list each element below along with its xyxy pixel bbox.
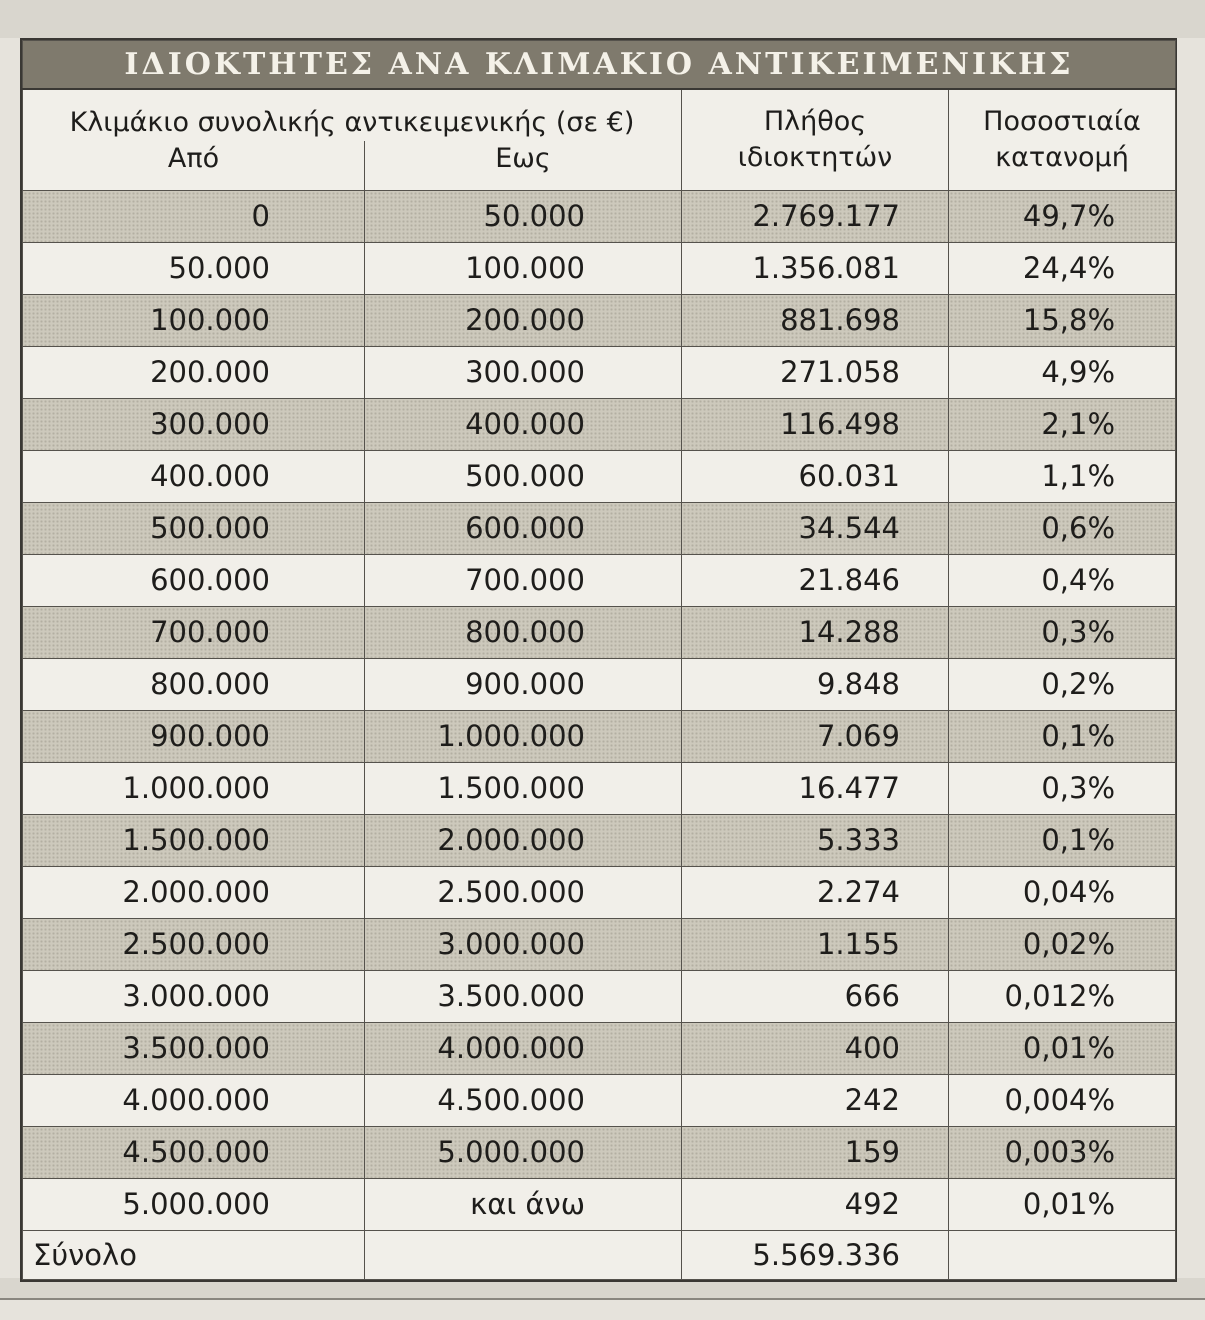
to-cell: 400.000 xyxy=(365,399,682,451)
count-cell: 400 xyxy=(682,1023,949,1075)
table-row xyxy=(23,451,1176,503)
count-cell: 1.155 xyxy=(682,919,949,971)
table-row xyxy=(23,659,1176,711)
from-cell: 2.000.000 xyxy=(23,867,365,919)
to-cell: 200.000 xyxy=(365,295,682,347)
percent-cell: 0,2% xyxy=(949,659,1176,711)
percent-cell: 0,02% xyxy=(949,919,1176,971)
percent-cell: 1,1% xyxy=(949,451,1176,503)
owners-by-value-table xyxy=(22,40,1176,1280)
from-cell: 900.000 xyxy=(23,711,365,763)
percent-header xyxy=(949,89,1176,191)
from-cell: 500.000 xyxy=(23,503,365,555)
to-cell: 900.000 xyxy=(365,659,682,711)
to-cell: 2.000.000 xyxy=(365,815,682,867)
to-cell: 3.000.000 xyxy=(365,919,682,971)
count-cell: 492 xyxy=(682,1179,949,1231)
from-cell: 800.000 xyxy=(23,659,365,711)
percent-cell: 0,1% xyxy=(949,711,1176,763)
table-body xyxy=(23,191,1176,1231)
total-count: 5.569.336 xyxy=(682,1231,949,1280)
count-cell: 242 xyxy=(682,1075,949,1127)
total-row xyxy=(23,1231,1176,1280)
percent-cell: 0,01% xyxy=(949,1179,1176,1231)
to-cell: 5.000.000 xyxy=(365,1127,682,1179)
percent-cell: 0,01% xyxy=(949,1023,1176,1075)
table-row xyxy=(23,503,1176,555)
count-cell: 2.274 xyxy=(682,867,949,919)
count-cell: 271.058 xyxy=(682,347,949,399)
percent-cell: 0,3% xyxy=(949,763,1176,815)
percent-cell: 49,7% xyxy=(949,191,1176,243)
from-cell: 1.500.000 xyxy=(23,815,365,867)
to-cell: 4.000.000 xyxy=(365,1023,682,1075)
count-cell: 666 xyxy=(682,971,949,1023)
count-cell: 34.544 xyxy=(682,503,949,555)
from-cell: 1.000.000 xyxy=(23,763,365,815)
percent-cell: 0,04% xyxy=(949,867,1176,919)
from-cell: 200.000 xyxy=(23,347,365,399)
to-cell: 2.500.000 xyxy=(365,867,682,919)
to-cell: 3.500.000 xyxy=(365,971,682,1023)
percent-cell: 0,012% xyxy=(949,971,1176,1023)
to-cell: 100.000 xyxy=(365,243,682,295)
table-row xyxy=(23,1023,1176,1075)
to-cell: 50.000 xyxy=(365,191,682,243)
from-header: Από xyxy=(23,141,365,191)
table-row xyxy=(23,191,1176,243)
percent-cell: 0,1% xyxy=(949,815,1176,867)
count-header xyxy=(682,89,949,191)
percent-cell: 0,003% xyxy=(949,1127,1176,1179)
from-cell: 3.000.000 xyxy=(23,971,365,1023)
table-row xyxy=(23,971,1176,1023)
table-row xyxy=(23,295,1176,347)
table-title: ΙΔΙΟΚΤΗΤΕΣ ΑΝΑ ΚΛΙΜΑΚΙΟ ΑΝΤΙΚΕΙΜΕΝΙΚΗΣ xyxy=(23,41,1176,89)
from-cell: 100.000 xyxy=(23,295,365,347)
table-row xyxy=(23,815,1176,867)
percent-cell: 0,004% xyxy=(949,1075,1176,1127)
from-cell: 0 xyxy=(23,191,365,243)
count-cell: 159 xyxy=(682,1127,949,1179)
count-cell: 5.333 xyxy=(682,815,949,867)
count-cell: 2.769.177 xyxy=(682,191,949,243)
to-cell: 600.000 xyxy=(365,503,682,555)
to-cell: 4.500.000 xyxy=(365,1075,682,1127)
from-cell: 700.000 xyxy=(23,607,365,659)
background-strip xyxy=(0,0,1205,38)
to-cell: 1.000.000 xyxy=(365,711,682,763)
to-cell: 800.000 xyxy=(365,607,682,659)
table-row xyxy=(23,607,1176,659)
percent-cell: 0,4% xyxy=(949,555,1176,607)
percent-cell: 15,8% xyxy=(949,295,1176,347)
percent-cell: 2,1% xyxy=(949,399,1176,451)
count-cell: 14.288 xyxy=(682,607,949,659)
to-cell: 1.500.000 xyxy=(365,763,682,815)
percent-cell: 0,6% xyxy=(949,503,1176,555)
table-row xyxy=(23,1127,1176,1179)
count-cell: 16.477 xyxy=(682,763,949,815)
from-cell: 600.000 xyxy=(23,555,365,607)
from-cell: 300.000 xyxy=(23,399,365,451)
percent-cell: 4,9% xyxy=(949,347,1176,399)
bottom-rule xyxy=(0,1298,1205,1300)
from-cell: 5.000.000 xyxy=(23,1179,365,1231)
owners-table-container xyxy=(20,38,1177,1282)
from-cell: 2.500.000 xyxy=(23,919,365,971)
percent-header-label: Ποσοστιαία κατανομή xyxy=(983,105,1141,173)
count-header-label: Πλήθος ιδιοκτητών xyxy=(737,105,893,173)
count-cell: 21.846 xyxy=(682,555,949,607)
table-row xyxy=(23,243,1176,295)
to-cell: 300.000 xyxy=(365,347,682,399)
range-header: Κλιμάκιο συνολικής αντικειμενικής (σε €) xyxy=(23,89,682,141)
table-row xyxy=(23,711,1176,763)
table-row xyxy=(23,867,1176,919)
to-cell: 500.000 xyxy=(365,451,682,503)
percent-cell: 0,3% xyxy=(949,607,1176,659)
to-cell: 700.000 xyxy=(365,555,682,607)
table-row xyxy=(23,1179,1176,1231)
to-header: Εως xyxy=(365,141,682,191)
total-empty-cell xyxy=(949,1231,1176,1280)
table-row xyxy=(23,1075,1176,1127)
percent-cell: 24,4% xyxy=(949,243,1176,295)
total-label: Σύνολο xyxy=(23,1231,365,1280)
from-cell: 400.000 xyxy=(23,451,365,503)
from-cell: 50.000 xyxy=(23,243,365,295)
table-row xyxy=(23,347,1176,399)
count-cell: 116.498 xyxy=(682,399,949,451)
table-row xyxy=(23,919,1176,971)
count-cell: 9.848 xyxy=(682,659,949,711)
total-empty-cell xyxy=(365,1231,682,1280)
table-row xyxy=(23,763,1176,815)
from-cell: 4.500.000 xyxy=(23,1127,365,1179)
to-cell: και άνω xyxy=(365,1179,682,1231)
count-cell: 60.031 xyxy=(682,451,949,503)
from-cell: 3.500.000 xyxy=(23,1023,365,1075)
table-row xyxy=(23,399,1176,451)
count-cell: 881.698 xyxy=(682,295,949,347)
count-cell: 1.356.081 xyxy=(682,243,949,295)
count-cell: 7.069 xyxy=(682,711,949,763)
table-row xyxy=(23,555,1176,607)
from-cell: 4.000.000 xyxy=(23,1075,365,1127)
